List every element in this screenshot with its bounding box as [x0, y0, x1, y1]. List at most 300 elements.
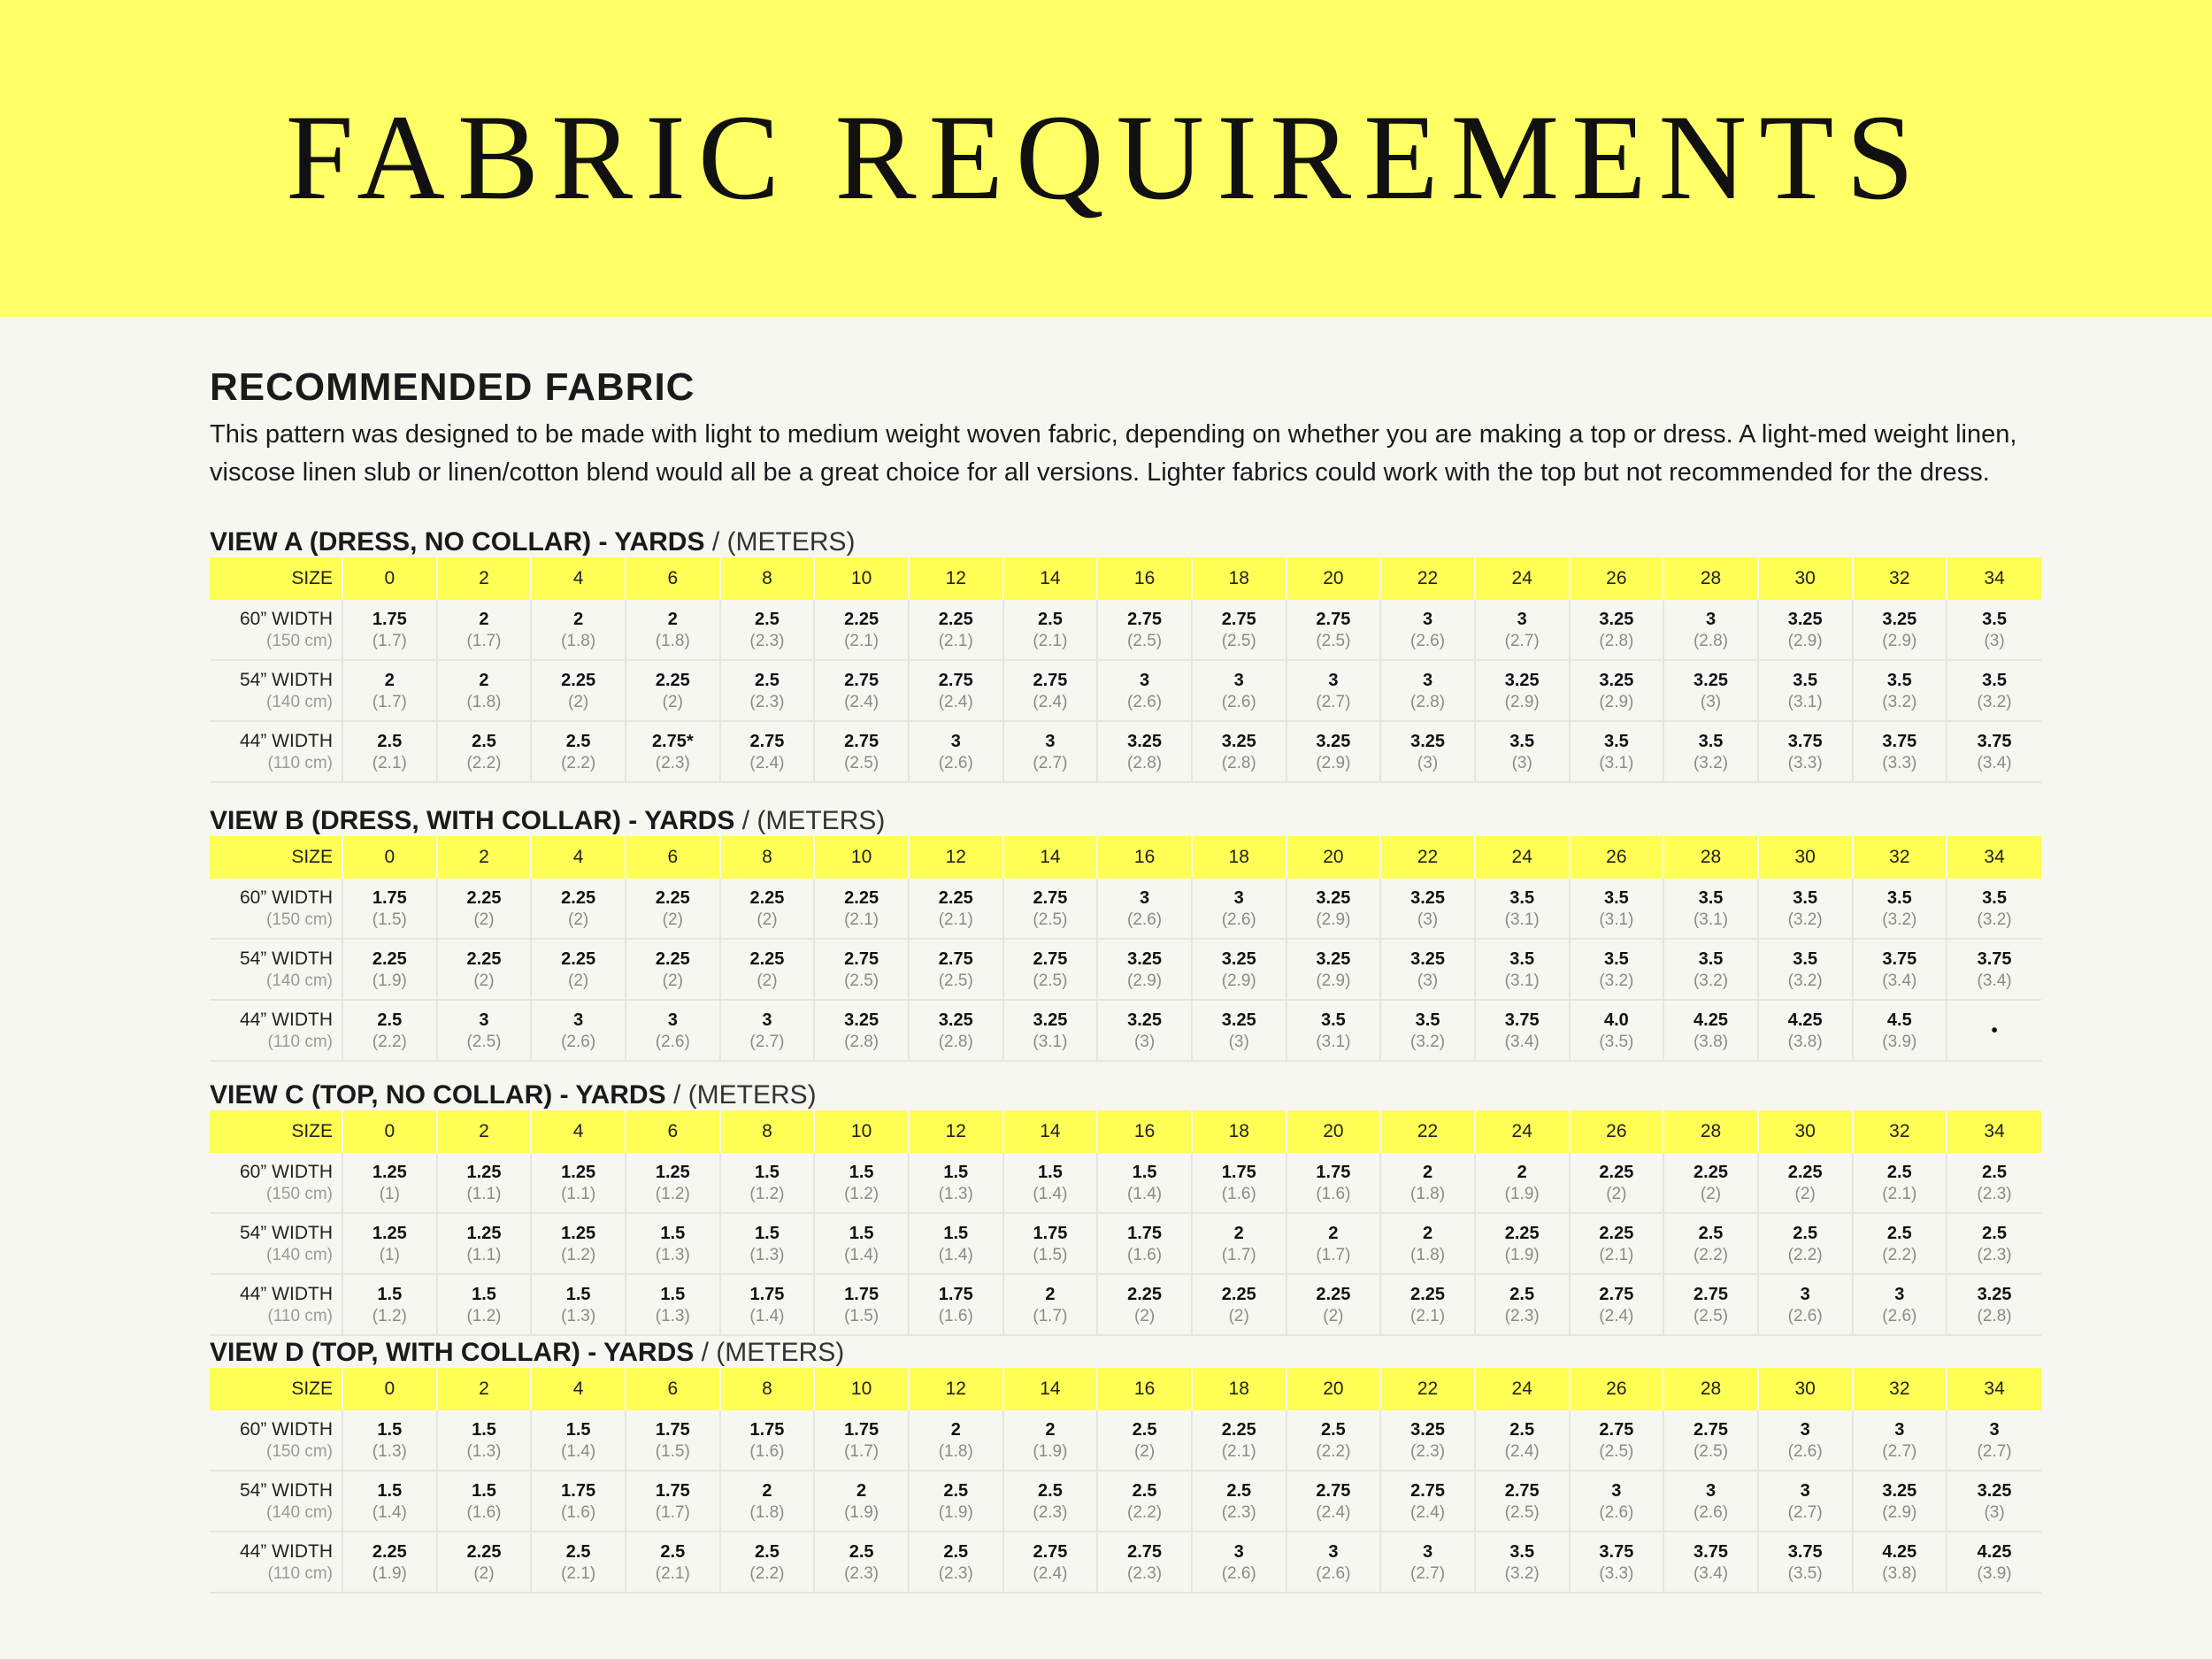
size-header-cell: 0	[342, 557, 437, 600]
yards-value: 3	[1422, 670, 1433, 690]
requirement-cell	[437, 879, 532, 939]
size-header-cell: 34	[1947, 557, 2041, 600]
meters-value: (3.2)	[1410, 1032, 1446, 1051]
meters-value: (2.7)	[1410, 1563, 1446, 1583]
yards-value: 2.5	[660, 1541, 686, 1562]
requirement-cell	[1758, 1274, 1853, 1335]
meters-value: (2.1)	[655, 1563, 690, 1583]
meters-value: (1.2)	[749, 1184, 785, 1203]
yards-value: 3.25	[1977, 1284, 2012, 1304]
meters-value: (1.6)	[561, 1502, 596, 1522]
meters-value: (1.2)	[561, 1245, 596, 1264]
meters-value: (2.4)	[1316, 1502, 1351, 1522]
meters-value: (2.3)	[938, 1563, 973, 1583]
meters-value: (2.9)	[1316, 971, 1351, 990]
requirement-cell	[1853, 879, 1947, 939]
requirement-cell	[814, 1213, 909, 1274]
requirement-cell	[1380, 1213, 1475, 1274]
requirement-cell	[1570, 1213, 1664, 1274]
requirement-cell	[626, 1153, 720, 1213]
meters-value: (1.8)	[1410, 1245, 1446, 1264]
yards-value: 1.75	[372, 887, 407, 908]
requirement-cell	[1097, 879, 1192, 939]
meters-value: (1.5)	[1033, 1245, 1068, 1264]
yards-value: 2.75	[938, 949, 973, 969]
requirement-cell	[720, 1410, 815, 1471]
yards-value: 1.25	[561, 1162, 596, 1182]
requirement-cell	[1003, 721, 1098, 782]
yards-value: 2.25	[844, 887, 879, 908]
requirement-cell	[814, 600, 909, 660]
yards-value: 2.5	[1132, 1480, 1157, 1501]
yards-value: 3.75	[1599, 1541, 1634, 1562]
requirements-table	[210, 1368, 2041, 1594]
requirement-cell	[1380, 939, 1475, 1000]
meters-value: (2.6)	[1787, 1441, 1823, 1461]
yards-value: 3	[1517, 609, 1527, 629]
meters-value: (2.8)	[844, 1032, 879, 1051]
meters-value: (2.1)	[561, 1563, 596, 1583]
requirement-cell	[1570, 1153, 1664, 1213]
yards-value: 3	[1989, 1419, 2000, 1440]
meters-value: (3.1)	[1504, 910, 1540, 929]
width-label-cell	[210, 1213, 342, 1274]
size-header-label: SIZE	[210, 836, 342, 879]
size-header-cell: 28	[1663, 557, 1758, 600]
yards-value: 2.25	[938, 609, 973, 629]
width-label-cell	[210, 939, 342, 1000]
requirement-cell	[1663, 660, 1758, 721]
requirement-cell	[1097, 1153, 1192, 1213]
yards-value: 2.5	[1793, 1223, 1818, 1243]
yards-value: 3.5	[1793, 887, 1818, 908]
yards-value: 2.75	[1033, 887, 1068, 908]
yards-value: 1.5	[377, 1419, 403, 1440]
requirement-cell	[1758, 1410, 1853, 1471]
meters-value: (2.2)	[1787, 1245, 1823, 1264]
meters-value: (2.8)	[1599, 631, 1634, 650]
meters-value: (3.2)	[1787, 971, 1823, 990]
view-heading	[210, 527, 2041, 557]
meters-value: (2)	[662, 971, 683, 990]
requirement-cell	[1947, 1213, 2041, 1274]
fabric-width-label: 60” WIDTH	[240, 1418, 333, 1440]
meters-value: (3.4)	[1977, 753, 2012, 772]
requirement-cell	[1003, 660, 1098, 721]
requirement-cell	[1853, 1410, 1947, 1471]
fabric-width-cm: (150 cm)	[266, 631, 333, 650]
yards-value: 3	[1233, 670, 1244, 690]
yards-value: 3.5	[1320, 1010, 1346, 1030]
requirement-cell	[1003, 1471, 1098, 1532]
meters-value: (2.5)	[1693, 1441, 1729, 1461]
requirement-cell	[1570, 1471, 1664, 1532]
meters-value: (3.2)	[1882, 910, 1917, 929]
requirement-cell	[626, 660, 720, 721]
meters-value: (2.9)	[1882, 1502, 1917, 1522]
fabric-width-label: 54” WIDTH	[240, 1479, 333, 1501]
size-header-cell: 20	[1286, 1368, 1381, 1410]
fabric-width-label: 54” WIDTH	[240, 1222, 333, 1243]
meters-value: (2.4)	[1504, 1441, 1540, 1461]
requirement-cell	[909, 1274, 1003, 1335]
requirement-cell	[1663, 1471, 1758, 1532]
yards-value: 3.25	[1410, 1419, 1446, 1440]
meters-value: (2)	[1133, 1441, 1156, 1461]
meters-value: (2.1)	[938, 631, 973, 650]
meters-value: (2.4)	[749, 753, 785, 772]
yards-value: 3.25	[1882, 609, 1917, 629]
meters-value: (2.7)	[1504, 631, 1540, 650]
size-header-row	[210, 1110, 2041, 1153]
yards-value: 2.5	[943, 1480, 969, 1501]
table-row	[210, 1000, 2041, 1061]
yards-value: 4.25	[1787, 1010, 1823, 1030]
yards-value: 2	[479, 670, 489, 690]
yards-value: 2.75	[1410, 1480, 1446, 1501]
yards-value: 3.25	[1410, 887, 1446, 908]
yards-value: 3.25	[1882, 1480, 1917, 1501]
meters-value: (1.4)	[1127, 1184, 1163, 1203]
meters-value: (2.6)	[1599, 1502, 1634, 1522]
yards-value: 2.25	[655, 670, 690, 690]
requirement-cell	[720, 1471, 815, 1532]
requirement-cell	[1286, 1532, 1381, 1593]
size-header-cell: 26	[1570, 557, 1664, 600]
yards-value: 3	[1611, 1480, 1622, 1501]
requirement-cell	[1097, 939, 1192, 1000]
meters-value: (3.2)	[1599, 971, 1634, 990]
requirement-cell	[437, 721, 532, 782]
yards-value: 2.5	[1038, 609, 1063, 629]
requirement-cell	[909, 660, 1003, 721]
requirements-table	[210, 1110, 2041, 1336]
size-header-cell: 30	[1758, 1368, 1853, 1410]
meters-value: (2.2)	[466, 753, 502, 772]
yards-value: 3.25	[1316, 731, 1351, 751]
requirement-cell	[531, 721, 626, 782]
requirement-cell	[720, 1532, 815, 1593]
meters-value: (2.3)	[844, 1563, 879, 1583]
meters-value: (1.9)	[844, 1502, 879, 1522]
yards-value: 3	[950, 731, 961, 751]
meters-value: (2)	[1228, 1306, 1249, 1325]
yards-value: 2	[1517, 1162, 1527, 1182]
requirement-cell	[1192, 939, 1286, 1000]
yards-value: 2.75	[1599, 1284, 1634, 1304]
meters-value: (2.6)	[1316, 1563, 1351, 1583]
yards-value: 2.5	[849, 1541, 874, 1562]
yards-value: 3.25	[1127, 731, 1163, 751]
requirement-cell	[814, 879, 909, 939]
meters-value: (2.3)	[749, 692, 785, 711]
requirement-cell	[437, 1471, 532, 1532]
meters-value: (2.7)	[1882, 1441, 1917, 1461]
width-label-cell	[210, 1532, 342, 1593]
fabric-width-cm: (110 cm)	[267, 1306, 333, 1325]
requirement-cell	[1286, 1410, 1381, 1471]
yards-value: 2.5	[1698, 1223, 1724, 1243]
requirement-cell	[814, 1471, 909, 1532]
meters-value: (3)	[1700, 692, 1722, 711]
size-header-row	[210, 836, 2041, 879]
meters-value: (3.2)	[1693, 971, 1729, 990]
requirement-cell	[814, 1274, 909, 1335]
requirement-cell	[1947, 600, 2041, 660]
meters-value: (2)	[662, 692, 683, 711]
meters-value: (2)	[473, 910, 495, 929]
meters-value: (3.2)	[1693, 753, 1729, 772]
yards-value: 2.75	[1599, 1419, 1634, 1440]
yards-value: 2.75	[844, 670, 879, 690]
yards-value: 3.25	[1033, 1010, 1068, 1030]
requirement-cell	[1097, 660, 1192, 721]
meters-value: (2)	[568, 910, 589, 929]
meters-value: (1.3)	[655, 1306, 690, 1325]
requirement-cell	[1192, 1213, 1286, 1274]
yards-value: 3	[1422, 1541, 1433, 1562]
yards-value: 1.5	[565, 1419, 591, 1440]
requirement-cell	[531, 879, 626, 939]
meters-value: (3.8)	[1693, 1032, 1729, 1051]
width-label-cell	[210, 660, 342, 721]
meters-value: (2.6)	[1127, 910, 1163, 929]
requirement-cell	[1475, 1410, 1570, 1471]
requirement-cell	[531, 939, 626, 1000]
requirement-cell	[1192, 600, 1286, 660]
requirement-cell	[1286, 660, 1381, 721]
meters-value: (1.1)	[561, 1184, 596, 1203]
requirement-cell	[909, 939, 1003, 1000]
requirement-cell	[909, 879, 1003, 939]
yards-value: 2.25	[655, 949, 690, 969]
requirement-cell	[531, 1274, 626, 1335]
requirement-cell	[1570, 1410, 1664, 1471]
yards-value: 2.75	[1127, 609, 1163, 629]
yards-value: 1.25	[372, 1223, 407, 1243]
yards-value: 2.25	[1787, 1162, 1823, 1182]
requirement-cell	[1663, 1532, 1758, 1593]
fabric-width-label: 60” WIDTH	[240, 887, 333, 908]
yards-value: 1.5	[377, 1480, 403, 1501]
fabric-width-cm: (140 cm)	[266, 1502, 333, 1522]
meters-value: (3)	[1417, 753, 1439, 772]
meters-value: (2.4)	[1033, 1563, 1068, 1583]
yards-value: 1.75	[749, 1284, 785, 1304]
requirement-cell	[1097, 1532, 1192, 1593]
page-title: FABRIC REQUIREMENTS	[285, 89, 1927, 225]
requirement-cell	[909, 1153, 1003, 1213]
meters-value: (3.5)	[1787, 1563, 1823, 1583]
meters-value: (1.1)	[466, 1245, 502, 1264]
requirement-cell	[1380, 1153, 1475, 1213]
yards-value: 2.5	[1320, 1419, 1346, 1440]
yards-value: 2.25	[749, 949, 785, 969]
yards-value: 2	[1233, 1223, 1244, 1243]
meters-value: (2.5)	[466, 1032, 502, 1051]
size-header-cell: 32	[1853, 557, 1947, 600]
requirement-cell	[1003, 879, 1098, 939]
requirement-cell	[814, 1153, 909, 1213]
meters-value: (1.7)	[1033, 1306, 1068, 1325]
meters-value: (3)	[1133, 1032, 1156, 1051]
yards-value: 3.25	[938, 1010, 973, 1030]
requirement-cell	[437, 600, 532, 660]
requirement-cell	[1192, 1532, 1286, 1593]
yards-value: 3.25	[1977, 1480, 2012, 1501]
yards-value: 3.5	[1982, 887, 2007, 908]
yards-value: 3.5	[1886, 887, 1912, 908]
requirement-cell	[720, 600, 815, 660]
yards-value: 3.25	[1127, 949, 1163, 969]
yards-value: 2.25	[938, 887, 973, 908]
requirement-cell	[814, 1410, 909, 1471]
requirement-cell	[1947, 721, 2041, 782]
meters-value: (2.6)	[1221, 692, 1256, 711]
meters-value: (2.9)	[1221, 971, 1256, 990]
meters-value: (2.1)	[1599, 1245, 1634, 1264]
requirement-cell	[1853, 660, 1947, 721]
size-header-cell: 6	[626, 1368, 720, 1410]
meters-value: (1.2)	[655, 1184, 690, 1203]
yards-value: 3.75	[1787, 731, 1823, 751]
meters-value: (2)	[662, 910, 683, 929]
requirement-cell	[1570, 1274, 1664, 1335]
meters-value: (2.9)	[1316, 910, 1351, 929]
yards-value: 2.75	[1033, 670, 1068, 690]
meters-value: (1.8)	[655, 631, 690, 650]
size-header-cell: 12	[909, 1368, 1003, 1410]
meters-value: (1.9)	[1033, 1441, 1068, 1461]
requirement-cell	[1853, 721, 1947, 782]
size-header-cell: 14	[1003, 836, 1098, 879]
requirement-cell	[1475, 1000, 1570, 1061]
size-header-cell: 22	[1380, 1110, 1475, 1153]
size-header-row	[210, 1368, 2041, 1410]
meters-value: (1.7)	[1221, 1245, 1256, 1264]
meters-value: (2.1)	[1033, 631, 1068, 650]
yards-value: 2.25	[372, 1541, 407, 1562]
yards-value: 2	[856, 1480, 867, 1501]
requirement-cell	[342, 721, 437, 782]
meters-value: (1.2)	[466, 1306, 502, 1325]
meters-value: (1.6)	[1221, 1184, 1256, 1203]
size-header-cell: 20	[1286, 557, 1381, 600]
yards-value: 2.5	[1226, 1480, 1252, 1501]
yards-value: 3	[1233, 887, 1244, 908]
meters-value: (2.9)	[1787, 631, 1823, 650]
yards-value: 1.25	[372, 1162, 407, 1182]
size-header-cell: 22	[1380, 1368, 1475, 1410]
requirement-cell	[1758, 660, 1853, 721]
meters-value: (3.2)	[1504, 1563, 1540, 1583]
size-header-cell: 4	[531, 1110, 626, 1153]
width-label-cell	[210, 600, 342, 660]
size-header-cell: 32	[1853, 1110, 1947, 1153]
yards-value: 2	[950, 1419, 961, 1440]
requirement-cell	[1947, 1000, 2041, 1061]
requirement-cell	[437, 1532, 532, 1593]
size-header-cell: 0	[342, 1368, 437, 1410]
yards-value: 3.5	[1982, 609, 2007, 629]
intro-line-1: This pattern was designed to be made with light to medium weight woven fabric, depending on whether you are making a top or dress. A light-med weight linen,	[210, 420, 2017, 449]
requirement-cell	[1192, 1471, 1286, 1532]
meters-value: (3.2)	[1882, 692, 1917, 711]
size-header-cell: 18	[1192, 836, 1286, 879]
requirement-cell	[1192, 660, 1286, 721]
size-header-cell: 22	[1380, 836, 1475, 879]
meters-value: (1.8)	[749, 1502, 785, 1522]
requirement-cell	[1570, 721, 1664, 782]
requirement-cell	[814, 939, 909, 1000]
fabric-width-cm: (150 cm)	[266, 910, 333, 929]
yards-value: 2.75	[844, 949, 879, 969]
yards-value: 3.25	[1221, 1010, 1256, 1030]
meters-value: (2.4)	[844, 692, 879, 711]
requirement-cell	[1003, 1274, 1098, 1335]
meters-value: (1.6)	[466, 1502, 502, 1522]
table-row	[210, 1153, 2041, 1213]
requirement-cell	[437, 1153, 532, 1213]
requirement-cell	[909, 721, 1003, 782]
view-title: VIEW D (TOP, WITH COLLAR) - YARDS	[210, 1338, 695, 1367]
meters-value: (1.5)	[655, 1441, 690, 1461]
size-header-cell: 10	[814, 1368, 909, 1410]
size-header-cell: 10	[814, 1110, 909, 1153]
yards-value: 1.75	[938, 1284, 973, 1304]
fabric-width-cm: (150 cm)	[266, 1184, 333, 1203]
yards-value: 1.5	[943, 1162, 969, 1182]
size-header-cell: 18	[1192, 557, 1286, 600]
width-label-cell	[210, 1471, 342, 1532]
requirement-cell	[1758, 939, 1853, 1000]
fabric-width-label: 44” WIDTH	[240, 1009, 333, 1030]
yards-value: 2.5	[565, 1541, 591, 1562]
fabric-width-cm: (150 cm)	[266, 1441, 333, 1461]
size-header-cell: 16	[1097, 1110, 1192, 1153]
yards-value: 3.5	[1509, 887, 1535, 908]
requirement-cell	[1853, 1274, 1947, 1335]
requirement-cell	[1286, 600, 1381, 660]
fabric-width-label: 60” WIDTH	[240, 1161, 333, 1182]
size-header-cell: 14	[1003, 1110, 1098, 1153]
meters-value: (2.9)	[1882, 631, 1917, 650]
requirement-cell	[1758, 1213, 1853, 1274]
requirement-cell	[1570, 1000, 1664, 1061]
yards-value: 3.75	[1882, 949, 1917, 969]
meters-value: (2.3)	[1127, 1563, 1163, 1583]
yards-value: 2.75	[844, 731, 879, 751]
requirement-cell	[531, 1213, 626, 1274]
meters-value: (3.1)	[1504, 971, 1540, 990]
meters-value: (2.5)	[1033, 971, 1068, 990]
requirement-cell	[342, 1274, 437, 1335]
yards-value: 2.75	[1127, 1541, 1163, 1562]
meters-value: (1.5)	[844, 1306, 879, 1325]
meters-value: (3.8)	[1882, 1563, 1917, 1583]
meters-value: (2.5)	[1127, 631, 1163, 650]
meters-value: (2.9)	[1504, 692, 1540, 711]
meters-value: (1.2)	[372, 1306, 407, 1325]
requirement-cell	[626, 1000, 720, 1061]
requirement-cell	[1380, 660, 1475, 721]
meters-value: (3.5)	[1599, 1032, 1634, 1051]
meters-value: (2.7)	[1977, 1441, 2012, 1461]
requirement-cell	[1947, 660, 2041, 721]
requirements-table	[210, 557, 2041, 783]
size-header-cell: 14	[1003, 557, 1098, 600]
size-header-label: SIZE	[210, 1368, 342, 1410]
